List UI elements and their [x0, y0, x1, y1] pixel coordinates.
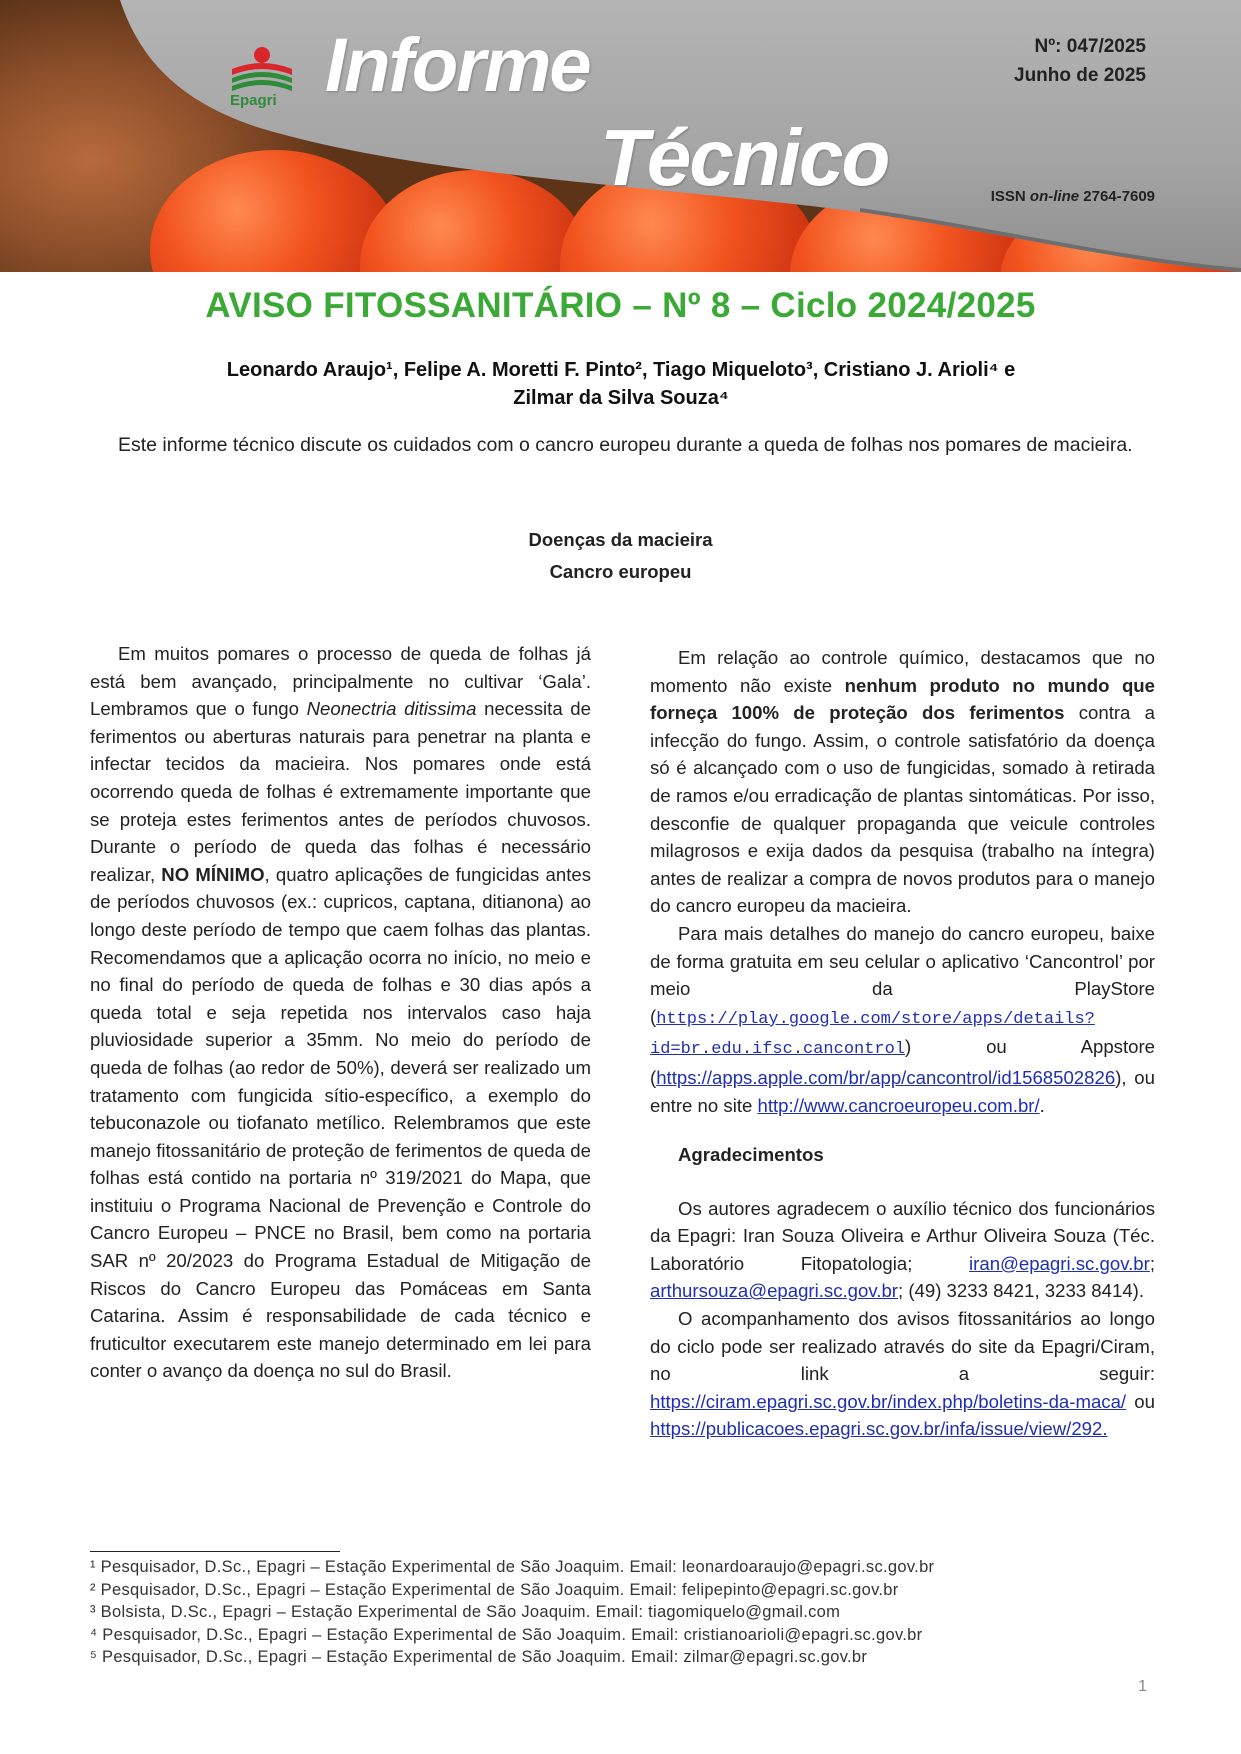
playstore-link[interactable]: https://play.google.com/store/apps/details?id=br.edu.ifsc.cancontrol: [650, 1009, 1095, 1060]
body-paragraph: Os autores agradecem o auxílio técnico dos funcionários da Epagri: Iran Souza Oliveira e Arthur Oliveira Souza (Téc. Laboratório Fitopatologia; iran@epagri.sc.gov.br; arthursouza@epagri.sc.gov.br; (49) 3233 8421, 3233 8414).: [650, 1197, 1155, 1302]
issn-prefix: ISSN: [990, 188, 1026, 205]
issn: [991, 188, 1155, 205]
footnote: ¹ Pesquisador, D.Sc., Epagri – Estação Experimental de São Joaquim. Email: leonardoaraujo@epagri.sc.gov.br: [90, 1558, 935, 1576]
issn-online: on-line: [1029, 188, 1080, 205]
header-banner: [0, 0, 1241, 272]
page-number: 1: [1138, 1678, 1147, 1695]
issue-info: [1014, 32, 1146, 90]
authors-line: Leonardo Araujo¹, Felipe A. Moretti F. Pinto², Tiago Miqueloto³, Cristiano J. Arioli⁴ e: [226, 359, 1016, 381]
left-column: [90, 640, 591, 1385]
page-title: AVISO FITOSSANITÁRIO – Nº 8 – Ciclo 2024/2025: [205, 286, 1036, 325]
ciram-link[interactable]: https://ciram.epagri.sc.gov.br/index.php/boletins-da-maca/: [650, 1390, 1127, 1412]
logo-text: Epagri: [230, 92, 277, 109]
footnote: ⁵ Pesquisador, D.Sc., Epagri – Estação Experimental de São Joaquim. Email: zilmar@epagri.sc.gov.br: [90, 1648, 868, 1666]
body-paragraph: Para mais detalhes do manejo do cancro europeu, baixe de forma gratuita em seu celular o aplicativo ‘Cancontrol’ por meio da PlayStore (https://play.google.com/store/apps/details?id=br.edu.ifsc.cancontrol) ou Appstore (https://apps.apple.com/br/app/cancontrol/id1568502826), ou entre no site http://www.cancroeuropeu.com.br/.: [650, 922, 1155, 1116]
acknowledgements-heading: Agradecimentos: [678, 1144, 824, 1166]
publications-link[interactable]: https://publicacoes.epagri.sc.gov.br/infa/issue/view/292.: [650, 1418, 1108, 1440]
body-paragraph: Em muitos pomares o processo de queda de folhas já está bem avançado, principalmente no cultivar ‘Gala’. Lembramos que o fungo Neonectria ditissima necessita de ferimentos ou aberturas naturais para penetrar na planta e infectar tecidos da macieira. Nos pomares onde está ocorrendo queda de folhas é extremamente importante que se proteja estes ferimentos antes de períodos chuvosos. Durante o período de queda das folhas é necessário realizar, NO MÍNIMO, quatro aplicações de fungicidas antes de períodos chuvosos (ex.: cupricos, captana, ditianona) ao longo deste período de tempo que caem folhas das plantas. Recomendamos que a aplicação ocorra no início, no meio e no final do período de queda de folhas e 30 dias após a queda total e seja repetida nos intervalos caso haja pluviosidade superior a 35mm. No meio do período de queda de folhas (ao redor de 50%), deverá ser realizado um tratamento com fungicida sítio-específico, a exemplo do tebuconazole ou tiofanato metílico. Relembramos que este manejo fitossanitário de proteção de ferimentos de queda de folhas está contido na portaria nº 319/2021 do Mapa, que instituiu o Programa Nacional de Prevenção e Controle do Cancro Europeu – PNCE no Brasil, bem como na portaria SAR nº 20/2023 do Programa Estadual de Mitigação de Riscos do Cancro Europeu das Pomáceas em Santa Catarina. Assim é responsabilidade de cada técnico e fruticultor executarem este manejo determinado em lei para conter o avanço da doença no sul do Brasil.: [90, 643, 592, 1382]
species-name: Neonectria ditissima: [306, 698, 477, 720]
footnote: ⁴ Pesquisador, D.Sc., Epagri – Estação Experimental de São Joaquim. Email: cristianoarioli@epagri.sc.gov.br: [90, 1625, 923, 1644]
site-link[interactable]: http://www.cancroeuropeu.com.br/: [757, 1094, 1040, 1116]
footnote: ³ Bolsista, D.Sc., Epagri – Estação Experimental de São Joaquim. Email: tiagomiquelo@gmail.com: [90, 1603, 841, 1621]
authors: [90, 356, 1152, 412]
right-column: [650, 644, 1155, 1443]
authors-line: Zilmar da Silva Souza⁴: [513, 387, 729, 409]
appstore-link[interactable]: https://apps.apple.com/br/app/cancontrol/id1568502826: [656, 1066, 1116, 1088]
emphasis: NO MÍNIMO: [161, 863, 265, 885]
section-heading: Doenças da macieira: [528, 529, 713, 550]
email-link[interactable]: arthursouza@epagri.sc.gov.br: [650, 1280, 898, 1302]
issue-date: Junho de 2025: [1014, 65, 1146, 86]
publication-title-line1: Informe: [325, 23, 590, 108]
footnote-divider: [90, 1551, 340, 1552]
footnotes: [90, 1556, 934, 1669]
body-paragraph: O acompanhamento dos avisos fitossanitários ao longo do ciclo pode ser realizado através do site da Epagri/Ciram, no link a seguir: https://ciram.epagri.sc.gov.br/index.php/boletins-da-maca/ ou https://publicacoes.epagri.sc.gov.br/infa/issue/view/292.: [650, 1308, 1155, 1440]
section-subheading: Cancro europeu: [549, 561, 692, 582]
emphasis: nenhum produto no mundo que forneça 100% de proteção dos ferimentos: [650, 674, 1156, 724]
issn-number: 2764-7609: [1083, 188, 1155, 205]
publication-title-line2: Técnico: [600, 113, 889, 202]
issue-number: Nº: 047/2025: [1034, 36, 1146, 57]
footnote: ² Pesquisador, D.Sc., Epagri – Estação Experimental de São Joaquim. Email: felipepinto@epagri.sc.gov.br: [90, 1580, 899, 1599]
body-paragraph: Em relação ao controle químico, destacamos que no momento não existe nenhum produto no mundo que forneça 100% de proteção dos ferimentos contra a infecção do fungo. Assim, o controle satisfatório da doença só é alcançado com o uso de fungicidas, somado à retirada de ramos e/ou erradicação de plantas sintomáticas. Por isso, desconfie de qualquer propaganda que veicule controles milagrosos e exija dados da pesquisa (trabalho na íntegra) antes de realizar a compra de novos produtos para o manejo do cancro europeu da macieira.: [650, 647, 1156, 917]
intro-paragraph: Este informe técnico discute os cuidados com o cancro europeu durante a queda de folhas nos pomares de macieira.: [118, 434, 1133, 456]
email-link[interactable]: iran@epagri.sc.gov.br: [969, 1252, 1150, 1274]
